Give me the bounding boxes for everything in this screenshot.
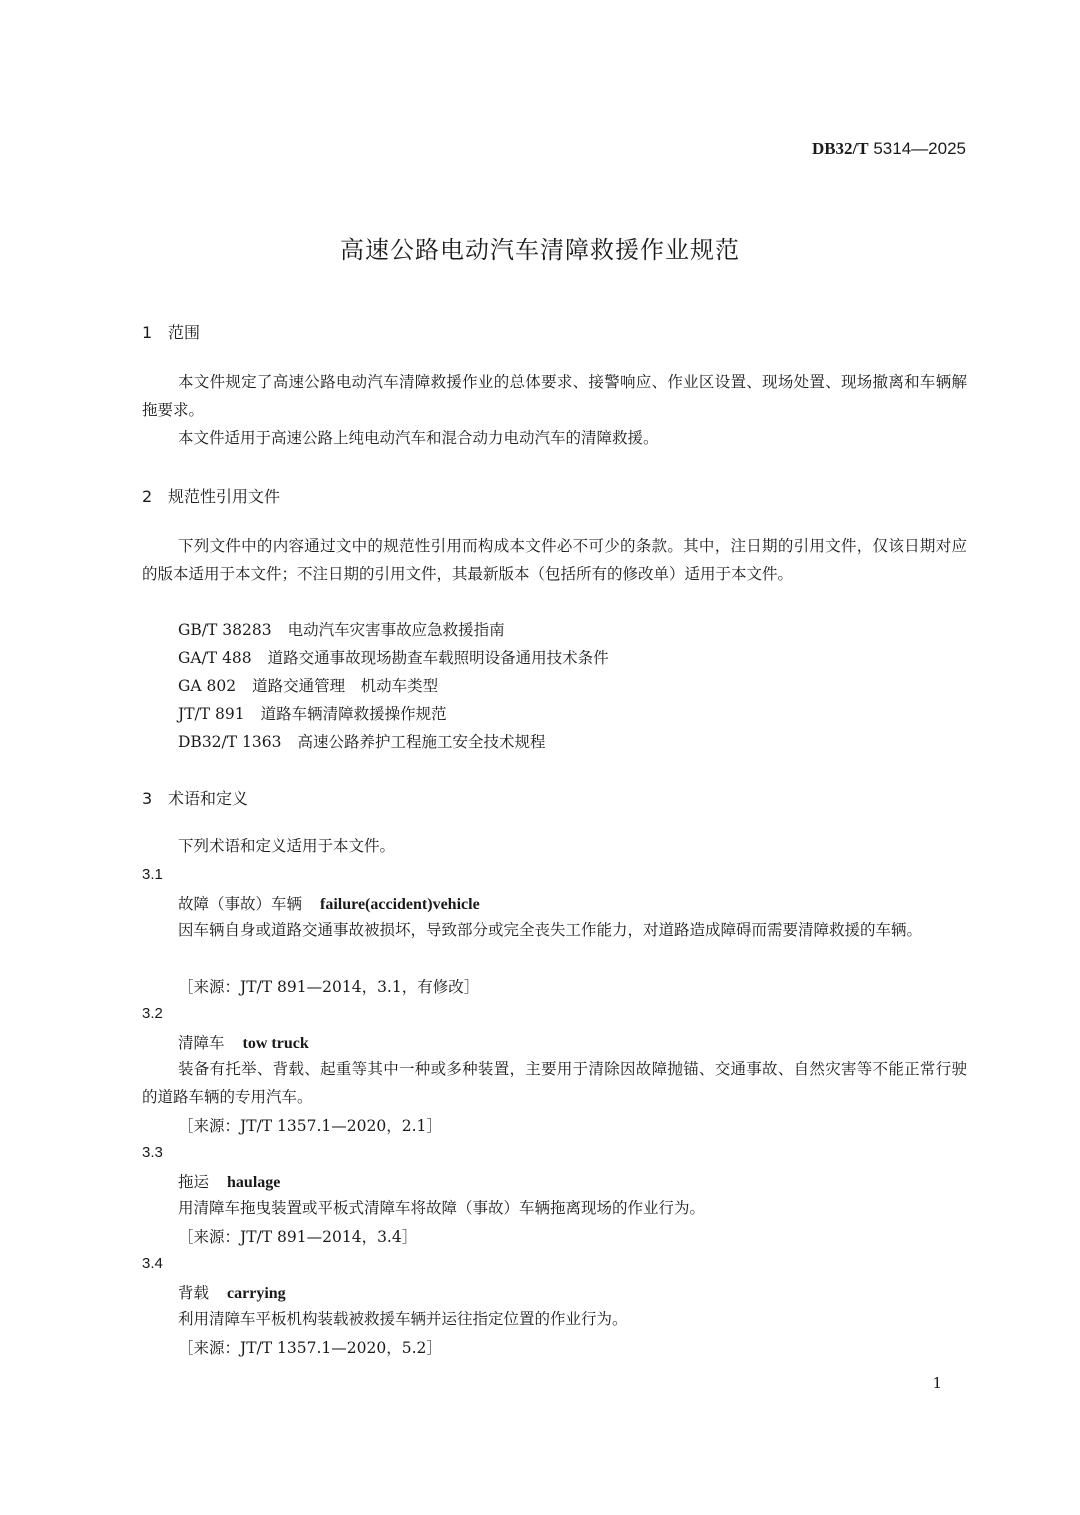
term-number: 3.1 bbox=[142, 866, 163, 883]
reference-name: 道路交通管理 机动车类型 bbox=[252, 677, 439, 695]
reference-item bbox=[178, 702, 447, 724]
section-title: 术语和定义 bbox=[168, 789, 249, 808]
section-3-heading bbox=[142, 786, 248, 809]
term-english: tow truck bbox=[242, 1035, 309, 1052]
reference-code: DB32/T 1363 bbox=[178, 733, 282, 751]
term-chinese: 背载 bbox=[178, 1284, 210, 1302]
document-code-prefix: DB32/T bbox=[811, 139, 869, 158]
page-number: 1 bbox=[932, 1374, 942, 1392]
references-intro: 下列文件中的内容通过文中的规范性引用而构成本文件必不可少的条款。其中，注日期的引用文件，仅该日期对应的版本适用于本文件；不注日期的引用文件，其最新版本（包括所有的修改单）适用于本文件。 bbox=[142, 537, 967, 583]
reference-code: GB/T 38283 bbox=[178, 621, 272, 639]
term-number: 3.3 bbox=[142, 1144, 163, 1161]
section-1-heading bbox=[142, 320, 200, 343]
term-heading bbox=[178, 892, 480, 914]
terms-intro: 下列术语和定义适用于本文件。 bbox=[178, 837, 396, 855]
term-heading bbox=[178, 1031, 309, 1053]
term-source: ［来源：JT/T 891—2014，3.1，有修改］ bbox=[178, 978, 480, 996]
term-heading bbox=[178, 1170, 280, 1192]
reference-name: 电动汽车灾害事故应急救援指南 bbox=[287, 621, 505, 639]
section-number: 1 bbox=[142, 323, 153, 342]
reference-name: 道路车辆清障救援操作规范 bbox=[260, 705, 447, 723]
term-source: ［来源：JT/T 1357.1—2020，2.1］ bbox=[178, 1117, 442, 1135]
reference-code: GA/T 488 bbox=[178, 649, 252, 667]
term-chinese: 拖运 bbox=[178, 1173, 210, 1191]
term-definition: 利用清障车平板机构装载被救援车辆并运往指定位置的作业行为。 bbox=[178, 1310, 628, 1328]
reference-name: 道路交通事故现场勘查车载照明设备通用技术条件 bbox=[267, 649, 609, 667]
scope-paragraph-1: 本文件规定了高速公路电动汽车清障救援作业的总体要求、接警响应、作业区设置、现场处置、现场撤离和车辆解拖要求。 bbox=[142, 373, 967, 419]
term-source: ［来源：JT/T 1357.1—2020，5.2］ bbox=[178, 1339, 442, 1357]
term-chinese: 清障车 bbox=[178, 1034, 225, 1052]
reference-item bbox=[178, 674, 438, 696]
section-number: 3 bbox=[142, 789, 153, 808]
section-number: 2 bbox=[142, 487, 153, 506]
term-source: ［来源：JT/T 891—2014，3.4］ bbox=[178, 1228, 418, 1246]
reference-code: GA 802 bbox=[178, 677, 237, 695]
reference-name: 高速公路养护工程施工安全技术规程 bbox=[297, 733, 546, 751]
term-english: failure(accident)vehicle bbox=[320, 896, 480, 913]
term-english: haulage bbox=[227, 1174, 281, 1191]
term-heading bbox=[178, 1281, 286, 1303]
document-title: 高速公路电动汽车清障救援作业规范 bbox=[340, 236, 740, 264]
reference-code: JT/T 891 bbox=[178, 705, 245, 723]
document-code-number: 5314—2025 bbox=[868, 139, 966, 158]
document-code bbox=[812, 139, 966, 159]
reference-item bbox=[178, 618, 505, 640]
term-definition: 装备有托举、背载、起重等其中一种或多种装置，主要用于清除因故障抛锚、交通事故、自然灾害等不能正常行驶的道路车辆的专用汽车。 bbox=[142, 1060, 967, 1106]
term-number: 3.2 bbox=[142, 1005, 163, 1022]
reference-item bbox=[178, 730, 546, 752]
term-chinese: 故障（事故）车辆 bbox=[178, 895, 303, 913]
section-title: 范围 bbox=[168, 323, 201, 342]
section-title: 规范性引用文件 bbox=[168, 487, 281, 506]
term-number: 3.4 bbox=[142, 1255, 163, 1272]
reference-item bbox=[178, 646, 609, 668]
term-definition: 因车辆自身或道路交通事故被损坏，导致部分或完全丧失工作能力，对道路造成障碍而需要清障救援的车辆。 bbox=[178, 921, 923, 939]
term-definition: 用清障车拖曳装置或平板式清障车将故障（事故）车辆拖离现场的作业行为。 bbox=[178, 1199, 706, 1217]
section-2-heading bbox=[142, 484, 280, 507]
term-english: carrying bbox=[227, 1285, 286, 1302]
scope-paragraph-2: 本文件适用于高速公路上纯电动汽车和混合动力电动汽车的清障救援。 bbox=[178, 429, 659, 447]
